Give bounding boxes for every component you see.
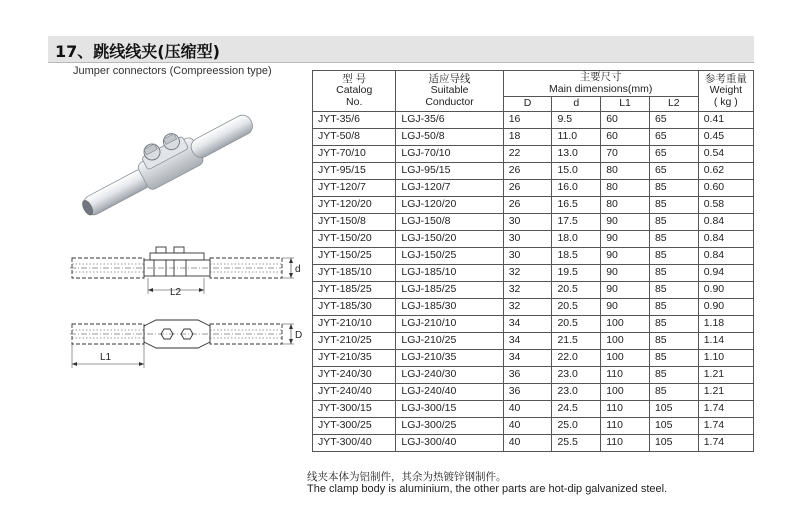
cell-dim-D: 36 <box>503 383 552 400</box>
cell-dim-D: 30 <box>503 213 552 230</box>
cell-dim-L2: 85 <box>649 383 698 400</box>
cell-catalog-no: JYT-210/25 <box>313 332 396 349</box>
cell-conductor: LGJ-300/15 <box>396 400 503 417</box>
cell-conductor: LGJ-185/10 <box>396 264 503 281</box>
cell-dim-d: 13.0 <box>552 145 601 162</box>
product-figure <box>68 78 303 378</box>
table-row <box>313 230 754 247</box>
cell-dim-L2: 105 <box>649 417 698 434</box>
cell-dim-D: 30 <box>503 230 552 247</box>
cell-conductor: LGJ-95/15 <box>396 162 503 179</box>
cell-weight: 0.60 <box>698 179 753 196</box>
cell-weight: 1.74 <box>698 417 753 434</box>
cell-dim-L2: 85 <box>649 247 698 264</box>
header-d: d <box>552 97 601 112</box>
cell-dim-L1: 110 <box>601 434 650 451</box>
table-row <box>313 417 754 434</box>
cell-dim-L1: 110 <box>601 417 650 434</box>
cell-dim-L1: 90 <box>601 230 650 247</box>
cell-dim-D: 26 <box>503 162 552 179</box>
cell-dim-L2: 65 <box>649 128 698 145</box>
cell-dim-D: 40 <box>503 434 552 451</box>
cell-dim-L2: 85 <box>649 196 698 213</box>
cell-dim-d: 16.5 <box>552 196 601 213</box>
cell-dim-d: 23.0 <box>552 383 601 400</box>
cell-conductor: LGJ-300/40 <box>396 434 503 451</box>
cell-conductor: LGJ-150/20 <box>396 230 503 247</box>
cell-dim-d: 11.0 <box>552 128 601 145</box>
table-row <box>313 400 754 417</box>
cell-dim-L1: 90 <box>601 264 650 281</box>
cell-dim-L2: 85 <box>649 213 698 230</box>
cell-weight: 1.14 <box>698 332 753 349</box>
cell-dim-D: 30 <box>503 247 552 264</box>
product-photo <box>71 97 258 223</box>
cell-dim-D: 34 <box>503 332 552 349</box>
cell-dim-D: 34 <box>503 315 552 332</box>
cell-dim-L1: 60 <box>601 111 650 128</box>
table-row <box>313 247 754 264</box>
cell-dim-L1: 80 <box>601 162 650 179</box>
cell-dim-L1: 80 <box>601 196 650 213</box>
table-row <box>313 128 754 145</box>
cell-conductor: LGJ-210/35 <box>396 349 503 366</box>
cell-conductor: LGJ-50/8 <box>396 128 503 145</box>
table-row <box>313 281 754 298</box>
note-english: The clamp body is aluminium, the other parts are hot-dip galvanized steel. <box>307 483 668 495</box>
cell-dim-d: 15.0 <box>552 162 601 179</box>
cell-dim-d: 18.5 <box>552 247 601 264</box>
cell-dim-D: 16 <box>503 111 552 128</box>
cell-dim-d: 18.0 <box>552 230 601 247</box>
cell-conductor: LGJ-150/25 <box>396 247 503 264</box>
note-chinese: 线夹本体为铝制件，其余为热镀锌钢制件。 <box>307 471 507 483</box>
spec-table <box>312 70 754 452</box>
cell-conductor: LGJ-120/7 <box>396 179 503 196</box>
cell-conductor: LGJ-210/10 <box>396 315 503 332</box>
dim-d-label: d <box>295 264 301 275</box>
cell-dim-L2: 85 <box>649 366 698 383</box>
cell-dim-d: 16.0 <box>552 179 601 196</box>
cell-dim-L1: 100 <box>601 332 650 349</box>
header-L2: L2 <box>649 97 698 112</box>
cell-dim-d: 21.5 <box>552 332 601 349</box>
cell-catalog-no: JYT-300/15 <box>313 400 396 417</box>
cell-catalog-no: JYT-95/15 <box>313 162 396 179</box>
cell-dim-L2: 105 <box>649 434 698 451</box>
cell-dim-L1: 90 <box>601 213 650 230</box>
cell-weight: 0.41 <box>698 111 753 128</box>
header-conductor: 适应导线 Suitable Conductor <box>396 71 503 112</box>
cell-dim-D: 40 <box>503 400 552 417</box>
cell-weight: 1.21 <box>698 383 753 400</box>
clamp-tube-right <box>188 112 256 161</box>
cell-dim-L1: 60 <box>601 128 650 145</box>
cell-dim-L1: 100 <box>601 383 650 400</box>
cell-conductor: LGJ-120/20 <box>396 196 503 213</box>
cell-dim-d: 9.5 <box>552 111 601 128</box>
cell-catalog-no: JYT-240/40 <box>313 383 396 400</box>
cell-conductor: LGJ-185/30 <box>396 298 503 315</box>
cell-dim-L2: 85 <box>649 230 698 247</box>
cell-weight: 0.45 <box>698 128 753 145</box>
cell-dim-d: 20.5 <box>552 315 601 332</box>
cell-catalog-no: JYT-300/25 <box>313 417 396 434</box>
cell-catalog-no: JYT-70/10 <box>313 145 396 162</box>
cell-weight: 0.58 <box>698 196 753 213</box>
table-row <box>313 179 754 196</box>
cell-dim-L2: 65 <box>649 162 698 179</box>
cell-catalog-no: JYT-185/10 <box>313 264 396 281</box>
cell-catalog-no: JYT-150/8 <box>313 213 396 230</box>
cell-weight: 1.74 <box>698 434 753 451</box>
cell-dim-L2: 85 <box>649 298 698 315</box>
cell-dim-D: 34 <box>503 349 552 366</box>
cell-dim-d: 19.5 <box>552 264 601 281</box>
cell-weight: 1.18 <box>698 315 753 332</box>
cell-dim-L1: 100 <box>601 349 650 366</box>
cell-dim-d: 22.0 <box>552 349 601 366</box>
cell-dim-L1: 80 <box>601 179 650 196</box>
dim-L2-label: L2 <box>170 287 182 298</box>
cell-catalog-no: JYT-210/35 <box>313 349 396 366</box>
side-view-drawing <box>70 247 294 294</box>
cell-weight: 1.74 <box>698 400 753 417</box>
cell-weight: 0.62 <box>698 162 753 179</box>
cell-dim-D: 36 <box>503 366 552 383</box>
header-dimensions: 主要尺寸 Main dimensions(mm) <box>503 71 698 97</box>
cell-catalog-no: JYT-120/7 <box>313 179 396 196</box>
cell-conductor: LGJ-300/25 <box>396 417 503 434</box>
section-title-bar <box>48 36 754 63</box>
table-row <box>313 383 754 400</box>
cell-weight: 1.21 <box>698 366 753 383</box>
cell-conductor: LGJ-240/30 <box>396 366 503 383</box>
cell-dim-D: 32 <box>503 298 552 315</box>
cell-dim-L2: 65 <box>649 145 698 162</box>
cell-dim-L2: 85 <box>649 179 698 196</box>
cell-dim-L1: 100 <box>601 315 650 332</box>
cell-catalog-no: JYT-50/8 <box>313 128 396 145</box>
cell-weight: 0.90 <box>698 298 753 315</box>
cell-dim-D: 32 <box>503 281 552 298</box>
cell-dim-L2: 85 <box>649 281 698 298</box>
header-D: D <box>503 97 552 112</box>
header-catalog: 型 号 Catalog No. <box>313 71 396 112</box>
cell-dim-D: 18 <box>503 128 552 145</box>
table-row <box>313 162 754 179</box>
dim-D-label: D <box>295 330 303 341</box>
cell-weight: 1.10 <box>698 349 753 366</box>
table-row <box>313 298 754 315</box>
cell-catalog-no: JYT-240/30 <box>313 366 396 383</box>
cell-dim-L2: 85 <box>649 332 698 349</box>
table-row <box>313 264 754 281</box>
cell-dim-d: 25.0 <box>552 417 601 434</box>
table-row <box>313 213 754 230</box>
cell-dim-L1: 70 <box>601 145 650 162</box>
cell-dim-L2: 65 <box>649 111 698 128</box>
cell-weight: 0.94 <box>698 264 753 281</box>
table-row <box>313 434 754 451</box>
cell-weight: 0.84 <box>698 247 753 264</box>
section-subtitle: Jumper connectors (Compreession type) <box>73 65 272 77</box>
cell-dim-d: 20.5 <box>552 281 601 298</box>
cell-weight: 0.90 <box>698 281 753 298</box>
cell-conductor: LGJ-35/6 <box>396 111 503 128</box>
cell-dim-D: 26 <box>503 179 552 196</box>
cell-dim-L1: 90 <box>601 247 650 264</box>
cell-dim-d: 17.5 <box>552 213 601 230</box>
cell-weight: 0.84 <box>698 213 753 230</box>
dim-L1-label: L1 <box>100 352 112 363</box>
cell-dim-D: 32 <box>503 264 552 281</box>
cell-dim-L2: 105 <box>649 400 698 417</box>
section-title: 17、跳线线夹(压缩型) <box>55 42 220 61</box>
header-weight: 参考重量 Weight ( kg ) <box>698 71 753 112</box>
cell-dim-L2: 85 <box>649 315 698 332</box>
cell-dim-L1: 90 <box>601 298 650 315</box>
cell-dim-d: 24.5 <box>552 400 601 417</box>
cell-dim-D: 22 <box>503 145 552 162</box>
cell-catalog-no: JYT-210/10 <box>313 315 396 332</box>
cell-conductor: LGJ-240/40 <box>396 383 503 400</box>
cell-dim-d: 25.5 <box>552 434 601 451</box>
cell-conductor: LGJ-70/10 <box>396 145 503 162</box>
table-row <box>313 349 754 366</box>
cell-dim-L2: 85 <box>649 349 698 366</box>
cell-dim-L2: 85 <box>649 264 698 281</box>
cell-dim-D: 26 <box>503 196 552 213</box>
cell-conductor: LGJ-150/8 <box>396 213 503 230</box>
cell-dim-d: 20.5 <box>552 298 601 315</box>
cell-conductor: LGJ-210/25 <box>396 332 503 349</box>
cell-catalog-no: JYT-185/25 <box>313 281 396 298</box>
cell-catalog-no: JYT-35/6 <box>313 111 396 128</box>
cell-catalog-no: JYT-150/20 <box>313 230 396 247</box>
cell-dim-L1: 90 <box>601 281 650 298</box>
table-row <box>313 366 754 383</box>
cell-dim-L1: 110 <box>601 400 650 417</box>
cell-weight: 0.54 <box>698 145 753 162</box>
table-row <box>313 332 754 349</box>
cell-weight: 0.84 <box>698 230 753 247</box>
cell-dim-L1: 110 <box>601 366 650 383</box>
cell-dim-D: 40 <box>503 417 552 434</box>
cell-catalog-no: JYT-120/20 <box>313 196 396 213</box>
table-row <box>313 196 754 213</box>
cell-dim-d: 23.0 <box>552 366 601 383</box>
cell-catalog-no: JYT-185/30 <box>313 298 396 315</box>
cell-catalog-no: JYT-150/25 <box>313 247 396 264</box>
cell-conductor: LGJ-185/25 <box>396 281 503 298</box>
header-L1: L1 <box>601 97 650 112</box>
cell-catalog-no: JYT-300/40 <box>313 434 396 451</box>
table-row <box>313 315 754 332</box>
table-row <box>313 145 754 162</box>
table-row <box>313 111 754 128</box>
